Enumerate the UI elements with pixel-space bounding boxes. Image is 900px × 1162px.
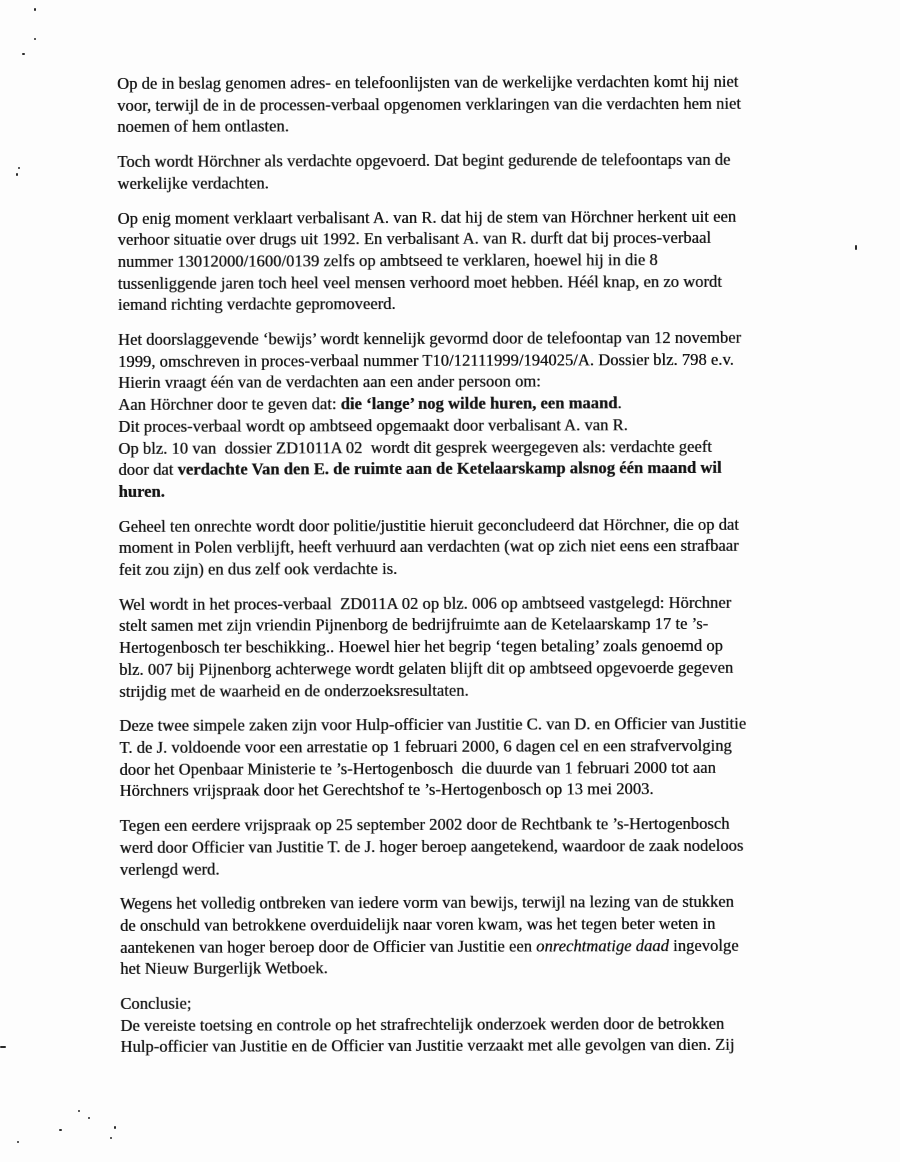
text-line bbox=[119, 613, 819, 637]
text-run: strijdig met de waarheid en de onderzoeksresultaten. bbox=[119, 680, 469, 701]
text-line bbox=[119, 535, 819, 559]
text-line bbox=[119, 713, 819, 737]
text-run: noemen of hem ontlasten. bbox=[117, 116, 289, 137]
text-line bbox=[120, 813, 820, 837]
text-line bbox=[120, 991, 820, 1015]
scan-speckle bbox=[34, 38, 36, 40]
text-run: het Nieuw Burgerlijk Wetboek. bbox=[120, 958, 328, 979]
text-line bbox=[117, 205, 817, 229]
paragraph bbox=[119, 591, 819, 702]
text-run: moment in Polen verblijft, heeft verhuurd aan verdachten (wat op zich niet eens een strafbaar bbox=[118, 536, 739, 558]
text-run: stelt samen met zijn vriendin Pijnenborg de bedrijfruimte aan de Ketelaarskamp 17 te ’s- bbox=[118, 614, 709, 636]
text-line bbox=[118, 370, 818, 394]
text-run: verlengd werd. bbox=[119, 859, 220, 879]
text-line bbox=[118, 457, 818, 481]
text-line bbox=[120, 856, 820, 880]
paragraph bbox=[119, 713, 819, 802]
text-run: die ‘lange’ nog wilde huren, een maand bbox=[340, 393, 618, 414]
text-line bbox=[117, 114, 817, 138]
scan-speckle bbox=[59, 1129, 62, 1131]
scan-speckle bbox=[18, 167, 20, 169]
paragraph bbox=[117, 71, 817, 139]
text-line bbox=[119, 778, 819, 802]
text-run: Op blz. 10 van dossier ZD1011A 02 wordt dit gesprek weergegeven als: verdachte geeft bbox=[118, 436, 712, 458]
text-line bbox=[119, 735, 819, 759]
scan-speckle bbox=[16, 173, 18, 176]
text-run: Dit proces-verbaal wordt op ambtseed opgemaakt door verbalisant A. van R. bbox=[118, 415, 628, 436]
text-run: iemand richting verdachte gepromoveerd. bbox=[117, 294, 396, 315]
text-run: Het doorslaggevende ‘bewijs’ wordt kennelijk gevormd door de telefoontap van 12 november bbox=[117, 327, 742, 350]
text-run: aantekenen van hoger beroep door de Officier van Justitie een bbox=[120, 936, 537, 957]
text-line bbox=[120, 1012, 820, 1036]
text-run: Hierin vraagt één van de verdachten aan een ander persoon om: bbox=[118, 371, 541, 393]
text-run: onrechtmatige daad bbox=[536, 935, 669, 956]
text-line bbox=[120, 834, 820, 858]
scan-speckle bbox=[78, 1110, 80, 1112]
text-run: feit zou zijn) en dus zelf ook verdachte is. bbox=[118, 559, 398, 580]
text-run: door dat bbox=[118, 460, 178, 480]
text-run: verhoor situatie over drugs uit 1992. En verbalisant A. van R. durft dat bij proces-verbaal bbox=[117, 228, 711, 250]
text-run: Conclusie; bbox=[120, 993, 192, 1014]
text-line bbox=[118, 392, 818, 416]
text-run: blz. 007 bij Pijnenborg achterwege wordt gelaten blijft dit op ambtseed opgevoerde gegeven bbox=[119, 657, 734, 679]
text-line bbox=[118, 292, 818, 316]
text-run: Deze twee simpele zaken zijn voor Hulp-officier van Justitie C. van D. en Officier van Justitie bbox=[119, 714, 747, 736]
text-line bbox=[118, 435, 818, 459]
scan-speckle bbox=[17, 1141, 19, 1143]
text-run: tussenliggende jaren toch heel veel mensen verhoord moet hebben. Héél knap, en zo wordt bbox=[117, 271, 722, 293]
text-line bbox=[118, 413, 818, 437]
paragraph bbox=[120, 891, 820, 980]
scan-speckle bbox=[110, 1137, 112, 1139]
text-run: werkelijke verdachten. bbox=[117, 173, 269, 193]
text-run: huren. bbox=[118, 481, 165, 501]
text-line bbox=[120, 956, 820, 980]
scan-speckle bbox=[88, 1117, 90, 1119]
text-run: ingevolge bbox=[668, 935, 739, 955]
text-run: Wel wordt in het proces-verbaal ZD011A 02 op blz. 006 op ambtseed vastgelegd: Hörchner bbox=[118, 592, 732, 614]
text-line bbox=[119, 513, 819, 537]
paragraph bbox=[120, 991, 820, 1059]
text-line bbox=[118, 348, 818, 372]
text-line bbox=[119, 557, 819, 581]
text-run: Hulp-officier van Justitie en de Officier van Justitie verzaakt met alle gevolgen van dien. Zij bbox=[120, 1035, 735, 1057]
scan-speckle bbox=[855, 245, 857, 250]
text-line bbox=[117, 170, 817, 194]
text-run: Hörchners vrijspraak door het Gerechtshof te ’s-Hertogenbosch op 13 mei 2003. bbox=[119, 779, 654, 801]
scan-speckle bbox=[0, 1046, 6, 1048]
paragraph bbox=[118, 327, 819, 503]
text-line bbox=[119, 656, 819, 680]
text-line bbox=[120, 912, 820, 936]
scan-speckle bbox=[34, 8, 36, 11]
paragraph bbox=[117, 205, 817, 316]
text-run: werd door Officier van Justitie T. de J. hoger beroep aangetekend, waardoor de zaak nodeloos bbox=[119, 835, 744, 857]
text-run: de onschuld van betrokkene overduidelijk naar voren kwam, was het tegen beter weten in bbox=[119, 913, 716, 935]
text-line bbox=[118, 327, 818, 351]
text-line bbox=[120, 891, 820, 915]
text-run: Aan Hörchner door te geven dat: bbox=[118, 394, 341, 415]
paragraph bbox=[117, 149, 817, 195]
scan-speckle bbox=[22, 53, 25, 55]
text-run: . bbox=[617, 393, 622, 413]
text-run: T. de J. voldoende voor een arrestatie op 1 februari 2000, 6 dagen cel en een strafvervolging bbox=[119, 735, 732, 757]
text-run: door het Openbaar Ministerie te ’s-Hertogenbosch die duurde van 1 februari 2000 tot aan bbox=[119, 757, 716, 779]
text-run: Tegen een eerdere vrijspraak op 25 september 2002 door de Rechtbank te ’s-Hertogenbosch bbox=[119, 813, 730, 836]
text-line bbox=[118, 248, 818, 272]
text-line bbox=[119, 635, 819, 659]
text-line bbox=[118, 479, 818, 503]
paragraph bbox=[120, 813, 820, 881]
text-line bbox=[120, 934, 820, 958]
text-line bbox=[119, 591, 819, 615]
text-line bbox=[118, 270, 818, 294]
text-run: Geheel ten onrechte wordt door politie/justitie hieruit geconcludeerd dat Hörchner, die op dat bbox=[118, 514, 739, 536]
text-run: 1999, omschreven in proces-verbaal nummer T10/12111999/194025/A. Dossier blz. 798 e.v. bbox=[117, 349, 734, 371]
text-line bbox=[119, 756, 819, 780]
text-line bbox=[120, 1034, 820, 1058]
text-line bbox=[119, 678, 819, 702]
text-run: Op de in beslag genomen adres- en telefoonlijsten van de werkelijke verdachten komt hij niet bbox=[117, 71, 739, 93]
text-line bbox=[118, 227, 818, 251]
text-line bbox=[117, 92, 817, 116]
text-run: Wegens het volledig ontbreken van iedere vorm van bewijs, terwijl na lezing van de stukken bbox=[119, 892, 734, 914]
text-line bbox=[117, 71, 817, 95]
text-run: Hertogenbosch ter beschikking.. Hoewel hier het begrip ‘tegen betaling’ zoals genoemd op bbox=[118, 636, 723, 658]
text-run: Toch wordt Hörchner als verdachte opgevoerd. Dat begint gedurende de telefoontaps van de bbox=[117, 149, 731, 172]
text-run: verdachte Van den E. de ruimte aan de Ketelaarskamp alsnog één maand wil bbox=[177, 458, 722, 480]
document-text bbox=[117, 71, 820, 1072]
text-run: nummer 13012000/1600/0139 zelfs op ambtseed te verklaren, hoewel hij in die 8 bbox=[117, 250, 658, 271]
text-run: Op enig moment verklaart verbalisant A. van R. dat hij de stem van Hörchner herkent uit een bbox=[117, 206, 737, 228]
text-line bbox=[117, 149, 817, 173]
text-run: voor, terwijl de in de processen-verbaal opgenomen verklaringen van die verdachten hem niet bbox=[117, 93, 741, 115]
paragraph bbox=[119, 513, 819, 581]
scan-speckle bbox=[114, 1126, 116, 1129]
text-run: De vereiste toetsing en controle op het strafrechtelijk onderzoek werden door de betrokken bbox=[120, 1013, 725, 1035]
